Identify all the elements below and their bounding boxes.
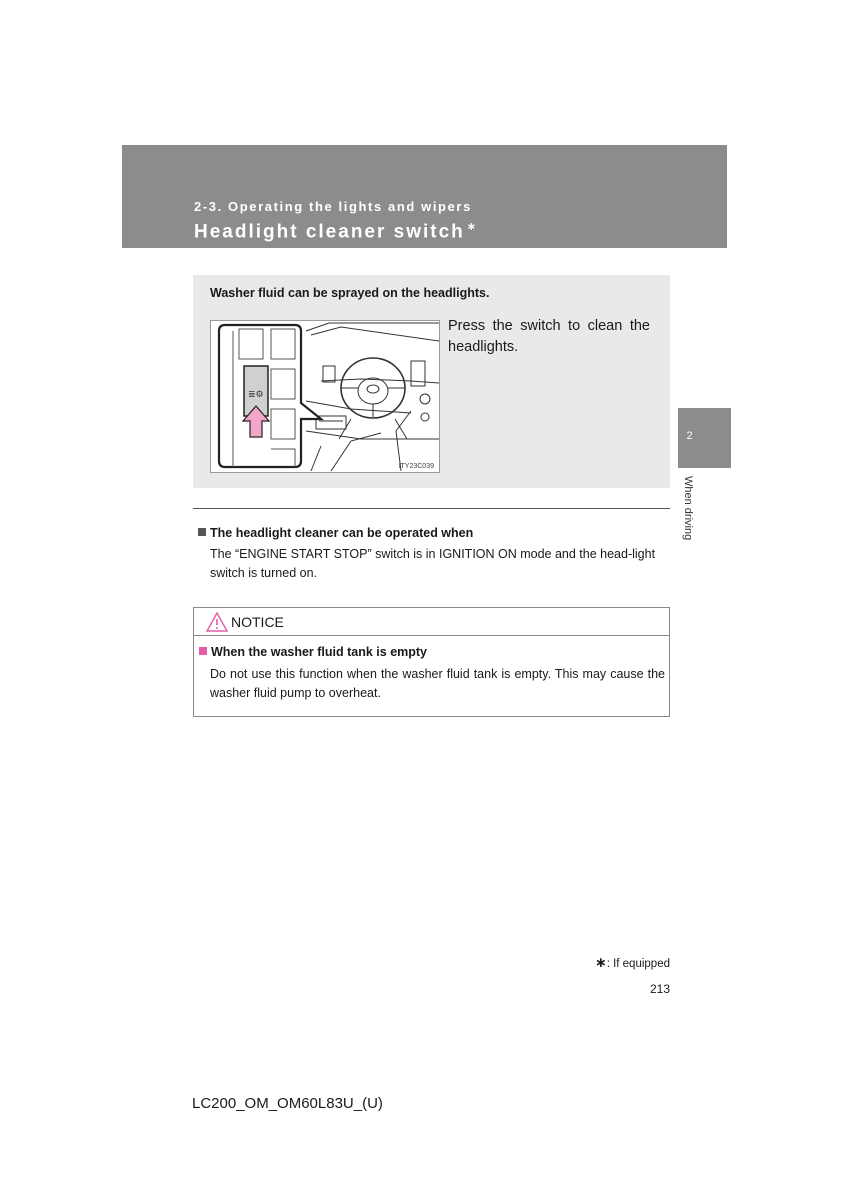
info-body: The “ENGINE START STOP” switch is in IGNITION ON mode and the head-light switch is turned on. — [210, 547, 656, 580]
figure-code: ITY23C039 — [398, 463, 434, 470]
notice-body: Do not use this function when the washer fluid tank is empty. This may cause the washer fluid pump to overheat. — [210, 667, 665, 700]
notice-title: NOTICE — [231, 614, 284, 630]
chapter-label: When driving — [682, 476, 694, 541]
page-number: 213 — [649, 982, 670, 996]
figure-instruction: Press the switch to clean the headlights. — [448, 318, 650, 355]
footnote-mark: ∗ — [594, 954, 607, 970]
section-divider — [193, 508, 670, 509]
equipped-mark: ∗ — [466, 221, 477, 233]
page-title-text: Headlight cleaner switch — [194, 221, 465, 243]
intro-heading: Washer fluid can be sprayed on the headlights. — [210, 286, 490, 300]
notice-subheading — [199, 645, 427, 659]
section-label: 2-3. Operating the lights and wipers — [194, 199, 472, 214]
header-band — [122, 145, 727, 248]
document-code: LC200_OM_OM60L83U_(U) — [192, 1095, 383, 1112]
chapter-tab — [678, 408, 731, 468]
footnote-text: : If equipped — [606, 958, 670, 970]
notice-box — [193, 607, 670, 717]
dashboard-figure — [210, 320, 440, 473]
pink-square-bullet-icon — [199, 647, 207, 655]
warning-triangle-icon — [206, 612, 228, 632]
info-heading — [198, 526, 473, 540]
intro-box — [193, 275, 670, 488]
svg-text:≣⚙: ≣⚙ — [248, 390, 264, 400]
info-heading-text: The headlight cleaner can be operated when — [210, 526, 474, 540]
square-bullet-icon — [198, 528, 206, 536]
notice-subheading-text: When the washer fluid tank is empty — [211, 645, 428, 659]
dashboard-illustration — [211, 321, 439, 472]
page-title — [194, 220, 476, 243]
chapter-number: 2 — [686, 430, 693, 442]
notice-header — [194, 608, 669, 636]
footnote — [500, 954, 670, 971]
